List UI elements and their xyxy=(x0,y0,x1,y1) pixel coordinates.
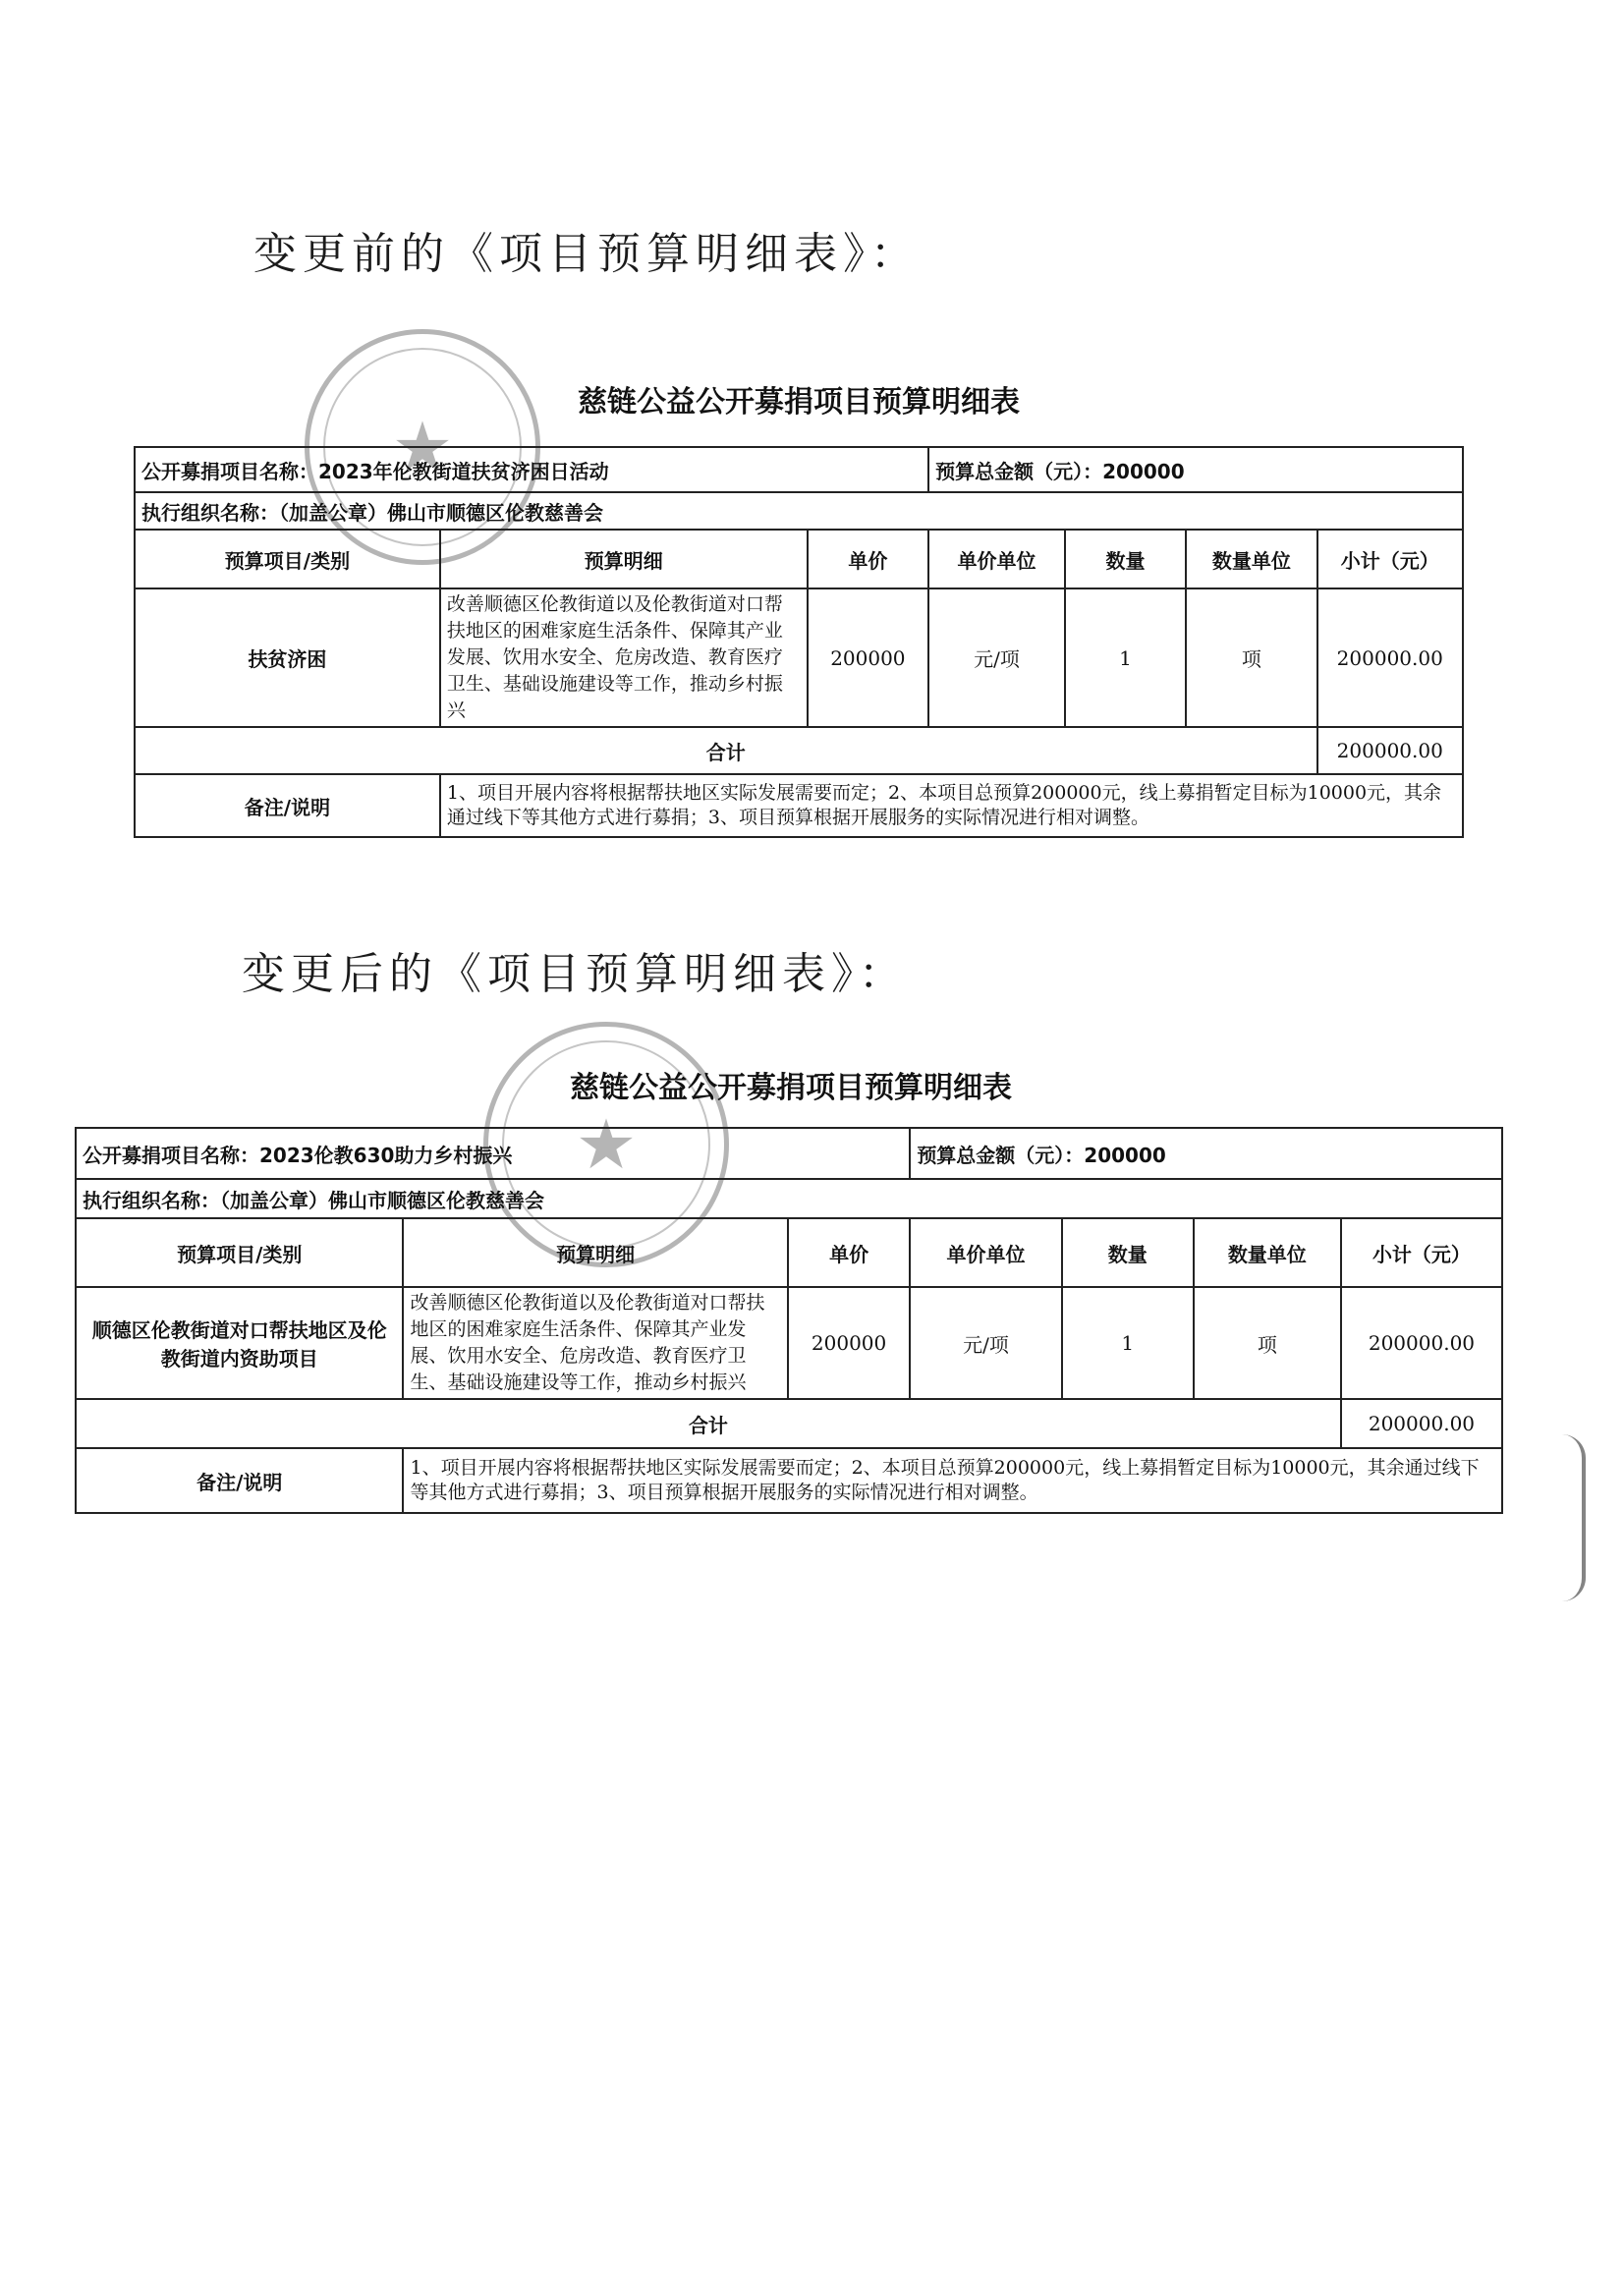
header-unit-price: 单价 xyxy=(808,530,929,588)
note-row xyxy=(76,1448,1502,1513)
header-row xyxy=(76,1218,1502,1287)
org-row xyxy=(76,1179,1502,1218)
note-text: 1、项目开展内容将根据帮扶地区实际发展需要而定；2、本项目总预算200000元，线上募捐暂定目标为10000元，其余通过线下等其他方式进行募捐；3、项目预算根据开展服务的实际情况进行相对调整。 xyxy=(440,774,1463,837)
header-category: 预算项目/类别 xyxy=(135,530,440,588)
row-price-unit: 元/项 xyxy=(928,588,1065,727)
header-qty: 数量 xyxy=(1065,530,1186,588)
seal-star-icon: ★ xyxy=(575,1104,638,1185)
row-category: 扶贫济困 xyxy=(135,588,440,727)
header-qty: 数量 xyxy=(1062,1218,1194,1287)
header-subtotal: 小计（元） xyxy=(1317,530,1463,588)
row-price-unit: 元/项 xyxy=(910,1287,1061,1399)
page-edge-seal-mark xyxy=(1562,1434,1586,1601)
before-heading: 变更前的《项目预算明细表》： xyxy=(253,229,920,279)
sum-label: 合计 xyxy=(76,1399,1341,1448)
before-budget-table xyxy=(134,446,1464,838)
header-qty-unit: 数量单位 xyxy=(1186,530,1316,588)
org-row xyxy=(135,492,1463,530)
header-price-unit: 单价单位 xyxy=(910,1218,1061,1287)
header-detail: 预算明细 xyxy=(440,530,808,588)
total-budget-cell: 预算总金额（元）：200000 xyxy=(928,447,1463,492)
project-info-row xyxy=(76,1128,1502,1179)
note-label: 备注/说明 xyxy=(135,774,440,837)
row-subtotal: 200000.00 xyxy=(1317,588,1463,727)
header-category: 预算项目/类别 xyxy=(76,1218,403,1287)
header-row xyxy=(135,530,1463,588)
row-subtotal: 200000.00 xyxy=(1341,1287,1502,1399)
header-qty-unit: 数量单位 xyxy=(1194,1218,1341,1287)
project-name-cell: 公开募捐项目名称：2023伦教630助力乡村振兴 xyxy=(76,1128,910,1179)
project-name-cell: 公开募捐项目名称：2023年伦教街道扶贫济困日活动 xyxy=(135,447,928,492)
row-category: 顺德区伦教街道对口帮扶地区及伦教街道内资助项目 xyxy=(76,1287,403,1399)
after-budget-table xyxy=(75,1127,1503,1514)
header-subtotal: 小计（元） xyxy=(1341,1218,1502,1287)
seal-star-icon: ★ xyxy=(391,407,454,487)
org-cell: 执行组织名称：（加盖公章）佛山市顺德区伦教慈善会 xyxy=(135,492,1463,530)
project-info-row xyxy=(135,447,1463,492)
header-detail: 预算明细 xyxy=(403,1218,787,1287)
after-heading: 变更后的《项目预算明细表》： xyxy=(242,949,908,999)
row-qty-unit: 项 xyxy=(1194,1287,1341,1399)
total-budget-cell: 预算总金额（元）：200000 xyxy=(910,1128,1502,1179)
row-qty-unit: 项 xyxy=(1186,588,1316,727)
table-row xyxy=(135,588,1463,727)
row-unit-price: 200000 xyxy=(808,588,929,727)
note-label: 备注/说明 xyxy=(76,1448,403,1513)
row-unit-price: 200000 xyxy=(788,1287,910,1399)
header-unit-price: 单价 xyxy=(788,1218,910,1287)
sum-row xyxy=(135,727,1463,774)
row-detail: 改善顺德区伦教街道以及伦教街道对口帮扶地区的困难家庭生活条件、保障其产业发展、饮用水安全、危房改造、教育医疗卫生、基础设施建设等工作，推动乡村振兴 xyxy=(403,1287,787,1399)
row-detail: 改善顺德区伦教街道以及伦教街道对口帮扶地区的困难家庭生活条件、保障其产业发展、饮用水安全、危房改造、教育医疗卫生、基础设施建设等工作，推动乡村振兴 xyxy=(440,588,808,727)
note-row xyxy=(135,774,1463,837)
note-text: 1、项目开展内容将根据帮扶地区实际发展需要而定；2、本项目总预算200000元，线上募捐暂定目标为10000元，其余通过线下等其他方式进行募捐；3、项目预算根据开展服务的实际情况进行相对调整。 xyxy=(403,1448,1502,1513)
sum-value: 200000.00 xyxy=(1317,727,1463,774)
after-table-title: 慈链公益公开募捐项目预算明细表 xyxy=(570,1071,1012,1105)
sum-value: 200000.00 xyxy=(1341,1399,1502,1448)
sum-label: 合计 xyxy=(135,727,1317,774)
row-qty: 1 xyxy=(1065,588,1186,727)
row-qty: 1 xyxy=(1062,1287,1194,1399)
table-row xyxy=(76,1287,1502,1399)
org-cell: 执行组织名称：（加盖公章）佛山市顺德区伦教慈善会 xyxy=(76,1179,1502,1218)
sum-row xyxy=(76,1399,1502,1448)
before-table-title: 慈链公益公开募捐项目预算明细表 xyxy=(578,385,1020,420)
header-price-unit: 单价单位 xyxy=(928,530,1065,588)
